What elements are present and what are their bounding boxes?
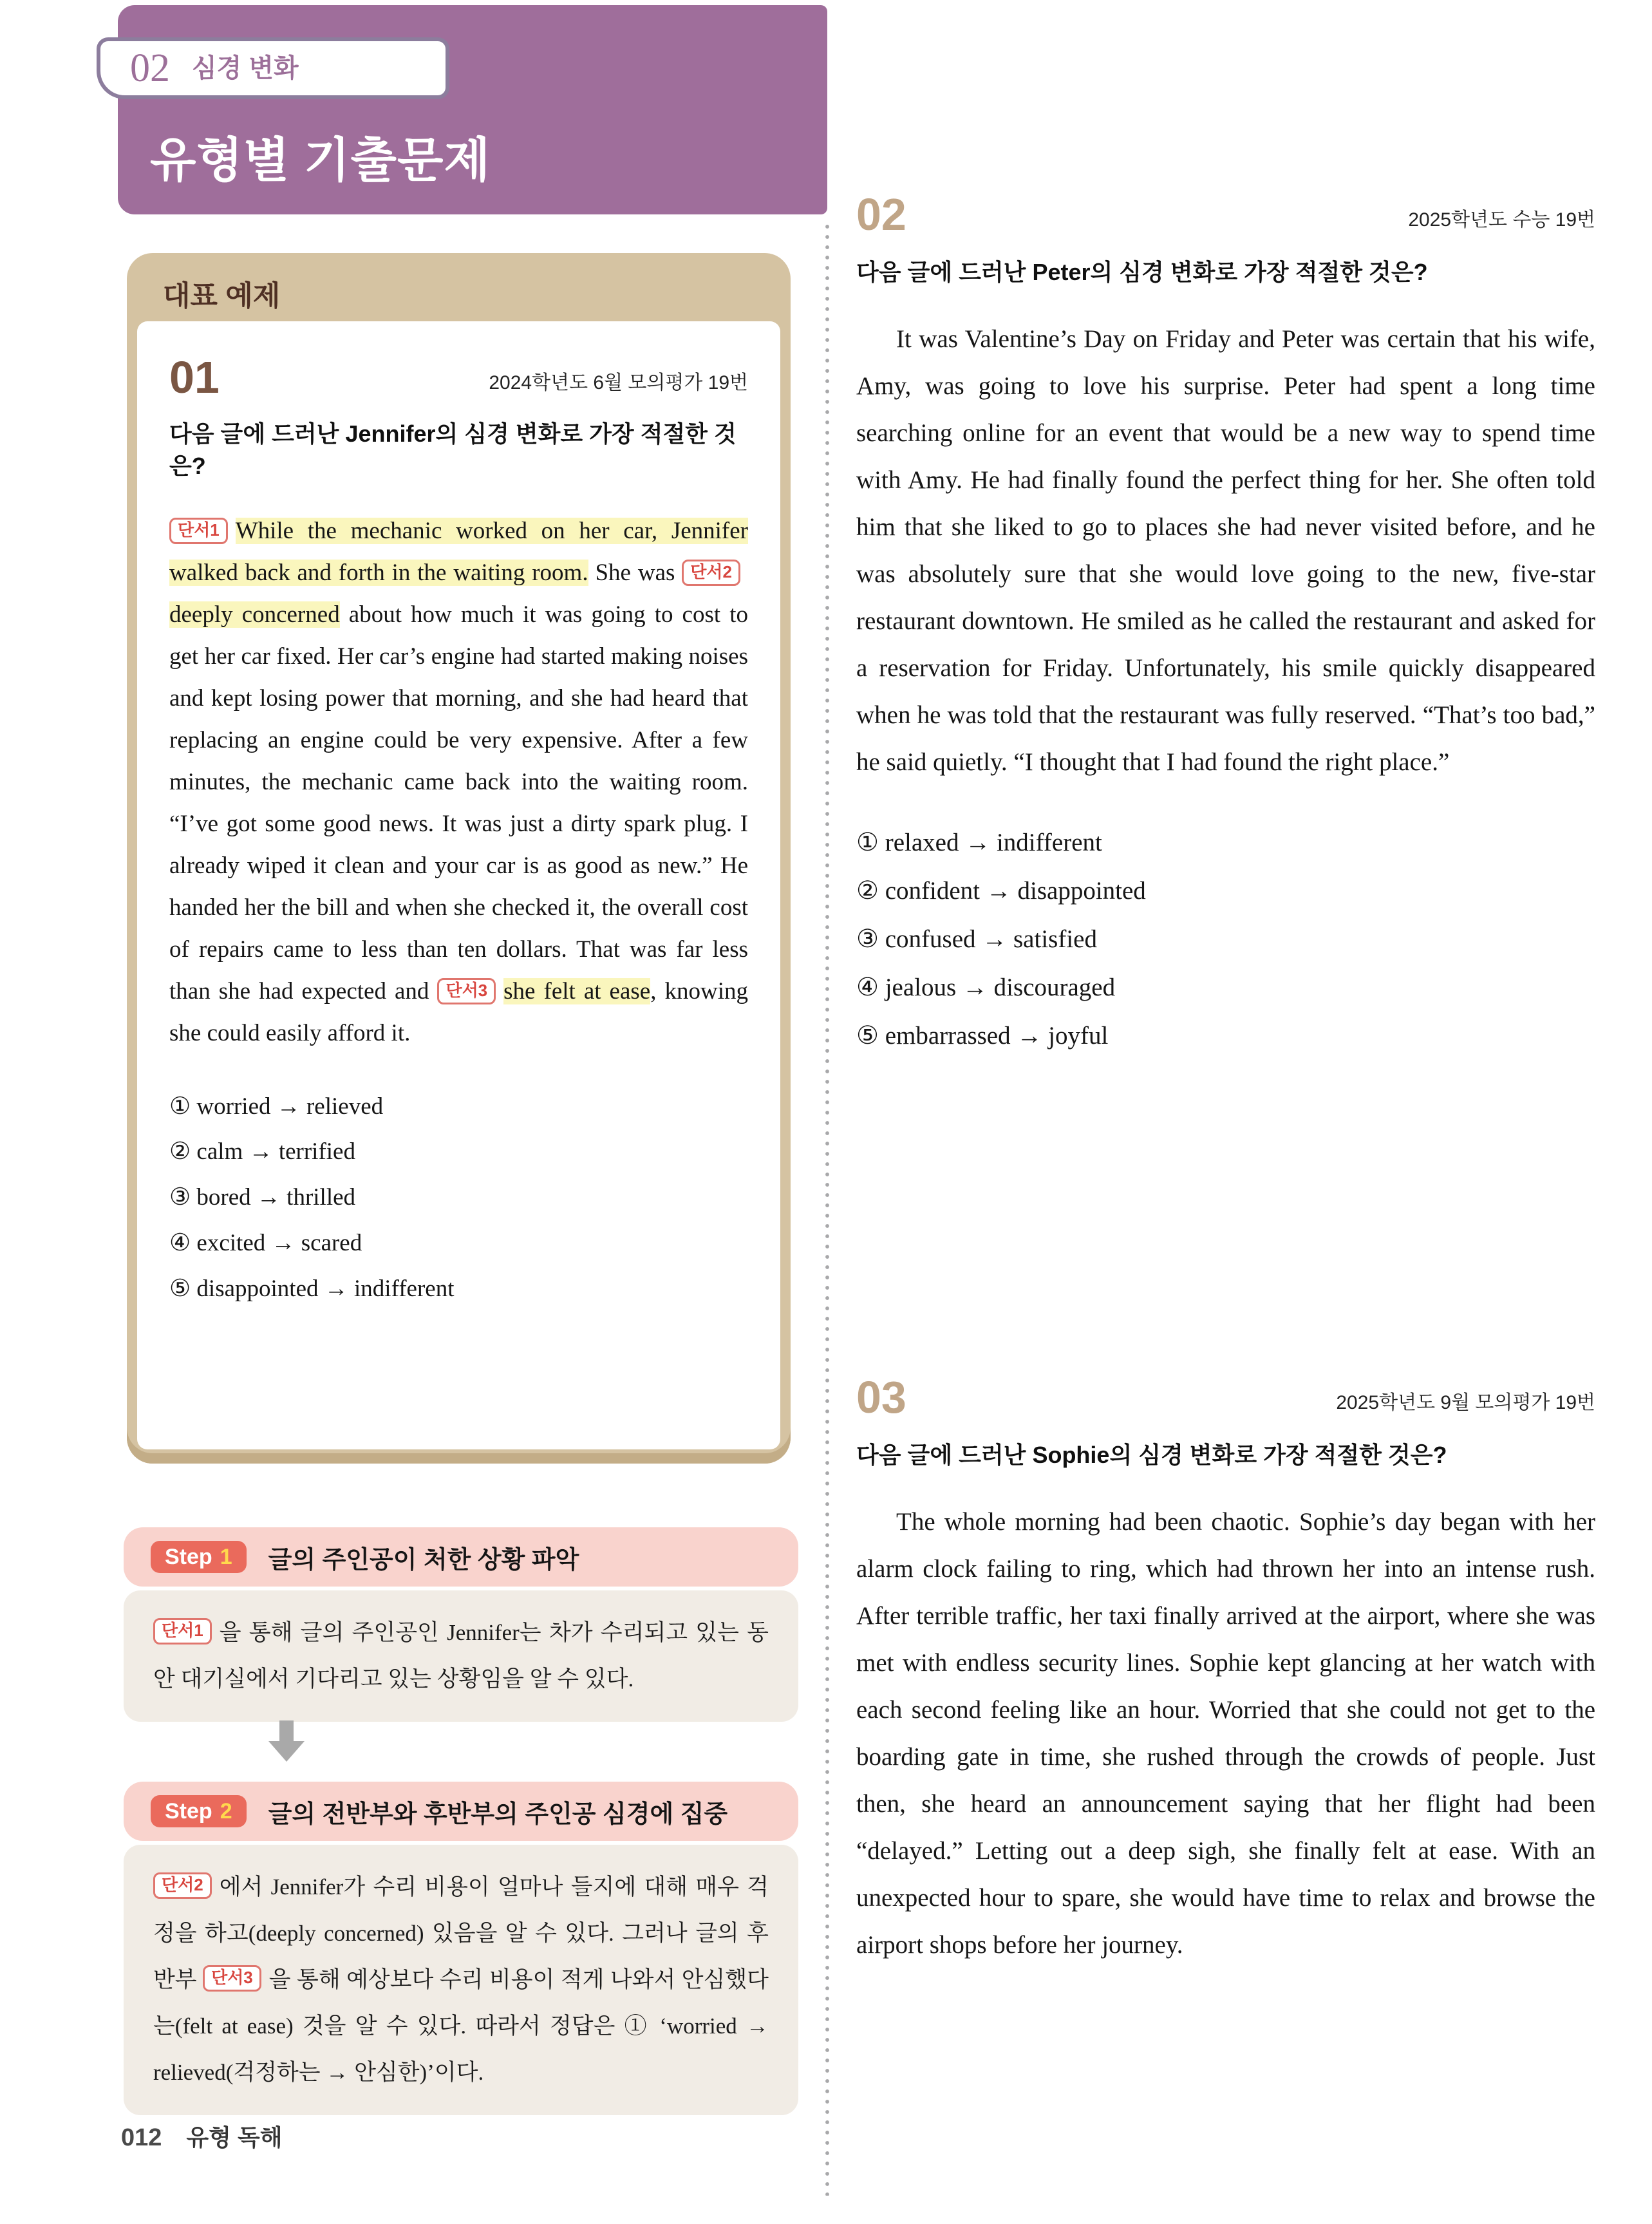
options-list xyxy=(169,1094,748,1302)
problem-03-header xyxy=(856,1372,1595,1422)
down-arrow-head xyxy=(268,1741,305,1762)
step-number: 2 xyxy=(220,1799,232,1823)
problem-question: 다음 글에 드러난 Peter의 심경 변화로 가장 적절한 것은? xyxy=(856,259,1428,285)
answer-option: ④ jealous → discouraged xyxy=(856,974,1116,1002)
unit-label: 심경 변화 xyxy=(192,54,299,82)
step-2-title: 글의 전반부와 후반부의 주인공 심경에 집중 xyxy=(268,1800,728,1828)
clue-badge: 단서1 xyxy=(153,1618,212,1644)
unit-tab xyxy=(97,37,449,99)
step-2-badge xyxy=(151,1795,247,1827)
step-1-title: 글의 주인공이 처한 상황 파악 xyxy=(268,1546,579,1574)
answer-option: ⑤ disappointed → indifferent xyxy=(169,1275,455,1302)
problem-question: 다음 글에 드러난 Sophie의 심경 변화로 가장 적절한 것은? xyxy=(856,1442,1447,1468)
problem-01-header xyxy=(169,352,748,402)
answer-option: ④ excited → scared xyxy=(169,1229,362,1256)
example-box xyxy=(127,253,791,1464)
passage-text: 을 통해 예상보다 수리 비용이 적게 나와서 안심했다는(felt at ease) 것을 알 수 있다. 따라서 정답은 ① ‘worried → relieved(걱정하는 → 안심한)’이다. xyxy=(153,1967,769,2085)
problem-number: 02 xyxy=(856,189,906,240)
problem-number: 03 xyxy=(856,1372,906,1422)
answer-option: ⑤ embarrassed → joyful xyxy=(856,1021,1109,1050)
problem-question: 다음 글에 드러난 Jennifer의 심경 변화로 가장 적절한 것은? xyxy=(169,420,737,480)
step-word: Step xyxy=(165,1799,212,1823)
passage-text: She was xyxy=(588,559,682,586)
example-box-label: 대표 예제 xyxy=(163,280,281,312)
step-1-badge xyxy=(151,1541,247,1573)
step-2-body xyxy=(124,1845,798,2115)
answer-option: ② confident → disappointed xyxy=(856,877,1146,905)
unit-number: 02 xyxy=(130,46,170,90)
passage: The whole morning had been chaotic. Sophie’s day began with her alarm clock failing to ring, which had thrown her into an intense rush. After terrible traffic, her taxi finally arrived at the airport, where she was met with endless security lines. Sophie kept glancing at her watch with each second feeling like an hour. Worried that she could not get to the boarding gate in time, she rushed through the crowds of people. Just then, she heard an announcement saying that her flight had been “delayed.” Letting out a deep sigh, she finally felt at ease. With an unexpected hour to spare, she would have time to relax and browse the airport shops before her journey. xyxy=(856,1508,1595,1959)
step-1-body xyxy=(124,1590,798,1722)
step-box-1 xyxy=(124,1527,798,1722)
down-arrow-stem xyxy=(279,1720,294,1741)
highlighted-text: While the mechanic worked on her car, Jennifer walked back and forth in the waiting room. xyxy=(169,517,748,586)
problem-01 xyxy=(137,321,780,1449)
step-1-header xyxy=(124,1527,798,1587)
options-list xyxy=(856,829,1595,1050)
answer-option: ③ bored → thrilled xyxy=(169,1184,356,1211)
clue-badge: 단서1 xyxy=(169,518,228,544)
column-divider xyxy=(823,221,831,2196)
step-word: Step xyxy=(165,1545,212,1569)
step-number: 1 xyxy=(220,1545,232,1569)
step-2-header xyxy=(124,1782,798,1841)
clue-badge: 단서2 xyxy=(682,560,740,586)
clue-badge: 단서3 xyxy=(437,978,496,1004)
section-title: 유형별 기출문제 xyxy=(150,133,491,187)
problem-02-header xyxy=(856,189,1595,240)
problem-03 xyxy=(856,1372,1595,1968)
answer-option: ③ confused → satisfied xyxy=(856,925,1097,954)
answer-option: ② calm → terrified xyxy=(169,1138,355,1165)
problem-number: 01 xyxy=(169,352,220,402)
highlighted-text: she felt at ease xyxy=(503,977,651,1004)
passage-text: , knowing she could easily afford it. xyxy=(169,977,748,1046)
step-box-2 xyxy=(124,1782,798,2115)
highlighted-text: deeply concerned xyxy=(169,601,340,628)
answer-option: ① worried → relieved xyxy=(169,1093,384,1120)
down-arrow-icon xyxy=(268,1720,305,1763)
footer-label: 유형 독해 xyxy=(186,2124,283,2151)
passage xyxy=(169,510,748,1054)
clue-badge: 단서2 xyxy=(153,1872,212,1899)
passage: It was Valentine’s Day on Friday and Peter was certain that his wife, Amy, was going to love his surprise. Peter had spent a long time searching online for an event that would be a new way to spend time with Amy. He had finally found the perfect thing for her. She often told him that she liked to go to places she had never visited before, and he was absolutely sure that she would love going to the new, five-star restaurant downtown. He smiled as he called the restaurant and asked for a reservation for Friday. Unfortunately, his smile quickly disappeared when he was told that the restaurant was fully reserved. “That’s too bad,” he said quietly. “I thought that I had found the right place.” xyxy=(856,325,1595,777)
problem-source: 2024학년도 6월 모의평가 19번 xyxy=(489,372,748,393)
problem-source: 2025학년도 수능 19번 xyxy=(1408,209,1595,231)
problem-source: 2025학년도 9월 모의평가 19번 xyxy=(1336,1392,1595,1413)
page-footer xyxy=(121,2120,283,2153)
passage-text: about how much it was going to cost to get her car fixed. Her car’s engine had started making noises and kept losing power that morning, and she had heard that replacing an engine could be very expensive. After a few minutes, the mechanic came back into the waiting room. “I’ve got some good news. It was just a dirty spark plug. I already wiped it clean and your car is as good as new.” He handed her the bill and when she checked it, the overall cost of repairs came to less than ten dollars. That was far less than she had expected and xyxy=(169,601,749,1004)
passage-text: 에서 Jennifer가 수리 비용이 얼마나 들지에 대해 매우 걱정을 하고(deeply concerned) 있음을 알 수 있다. 그러나 글의 후반부 xyxy=(153,1874,769,1992)
clue-badge: 단서3 xyxy=(203,1965,261,1992)
footer-page-number: 012 xyxy=(121,2124,162,2151)
passage-text: 을 통해 글의 주인공인 Jennifer는 차가 수리되고 있는 동안 대기실에서 기다리고 있는 상황임을 알 수 있다. xyxy=(153,1620,769,1692)
section-header xyxy=(118,5,827,214)
answer-option: ① relaxed → indifferent xyxy=(856,829,1102,857)
problem-02 xyxy=(856,189,1595,1071)
